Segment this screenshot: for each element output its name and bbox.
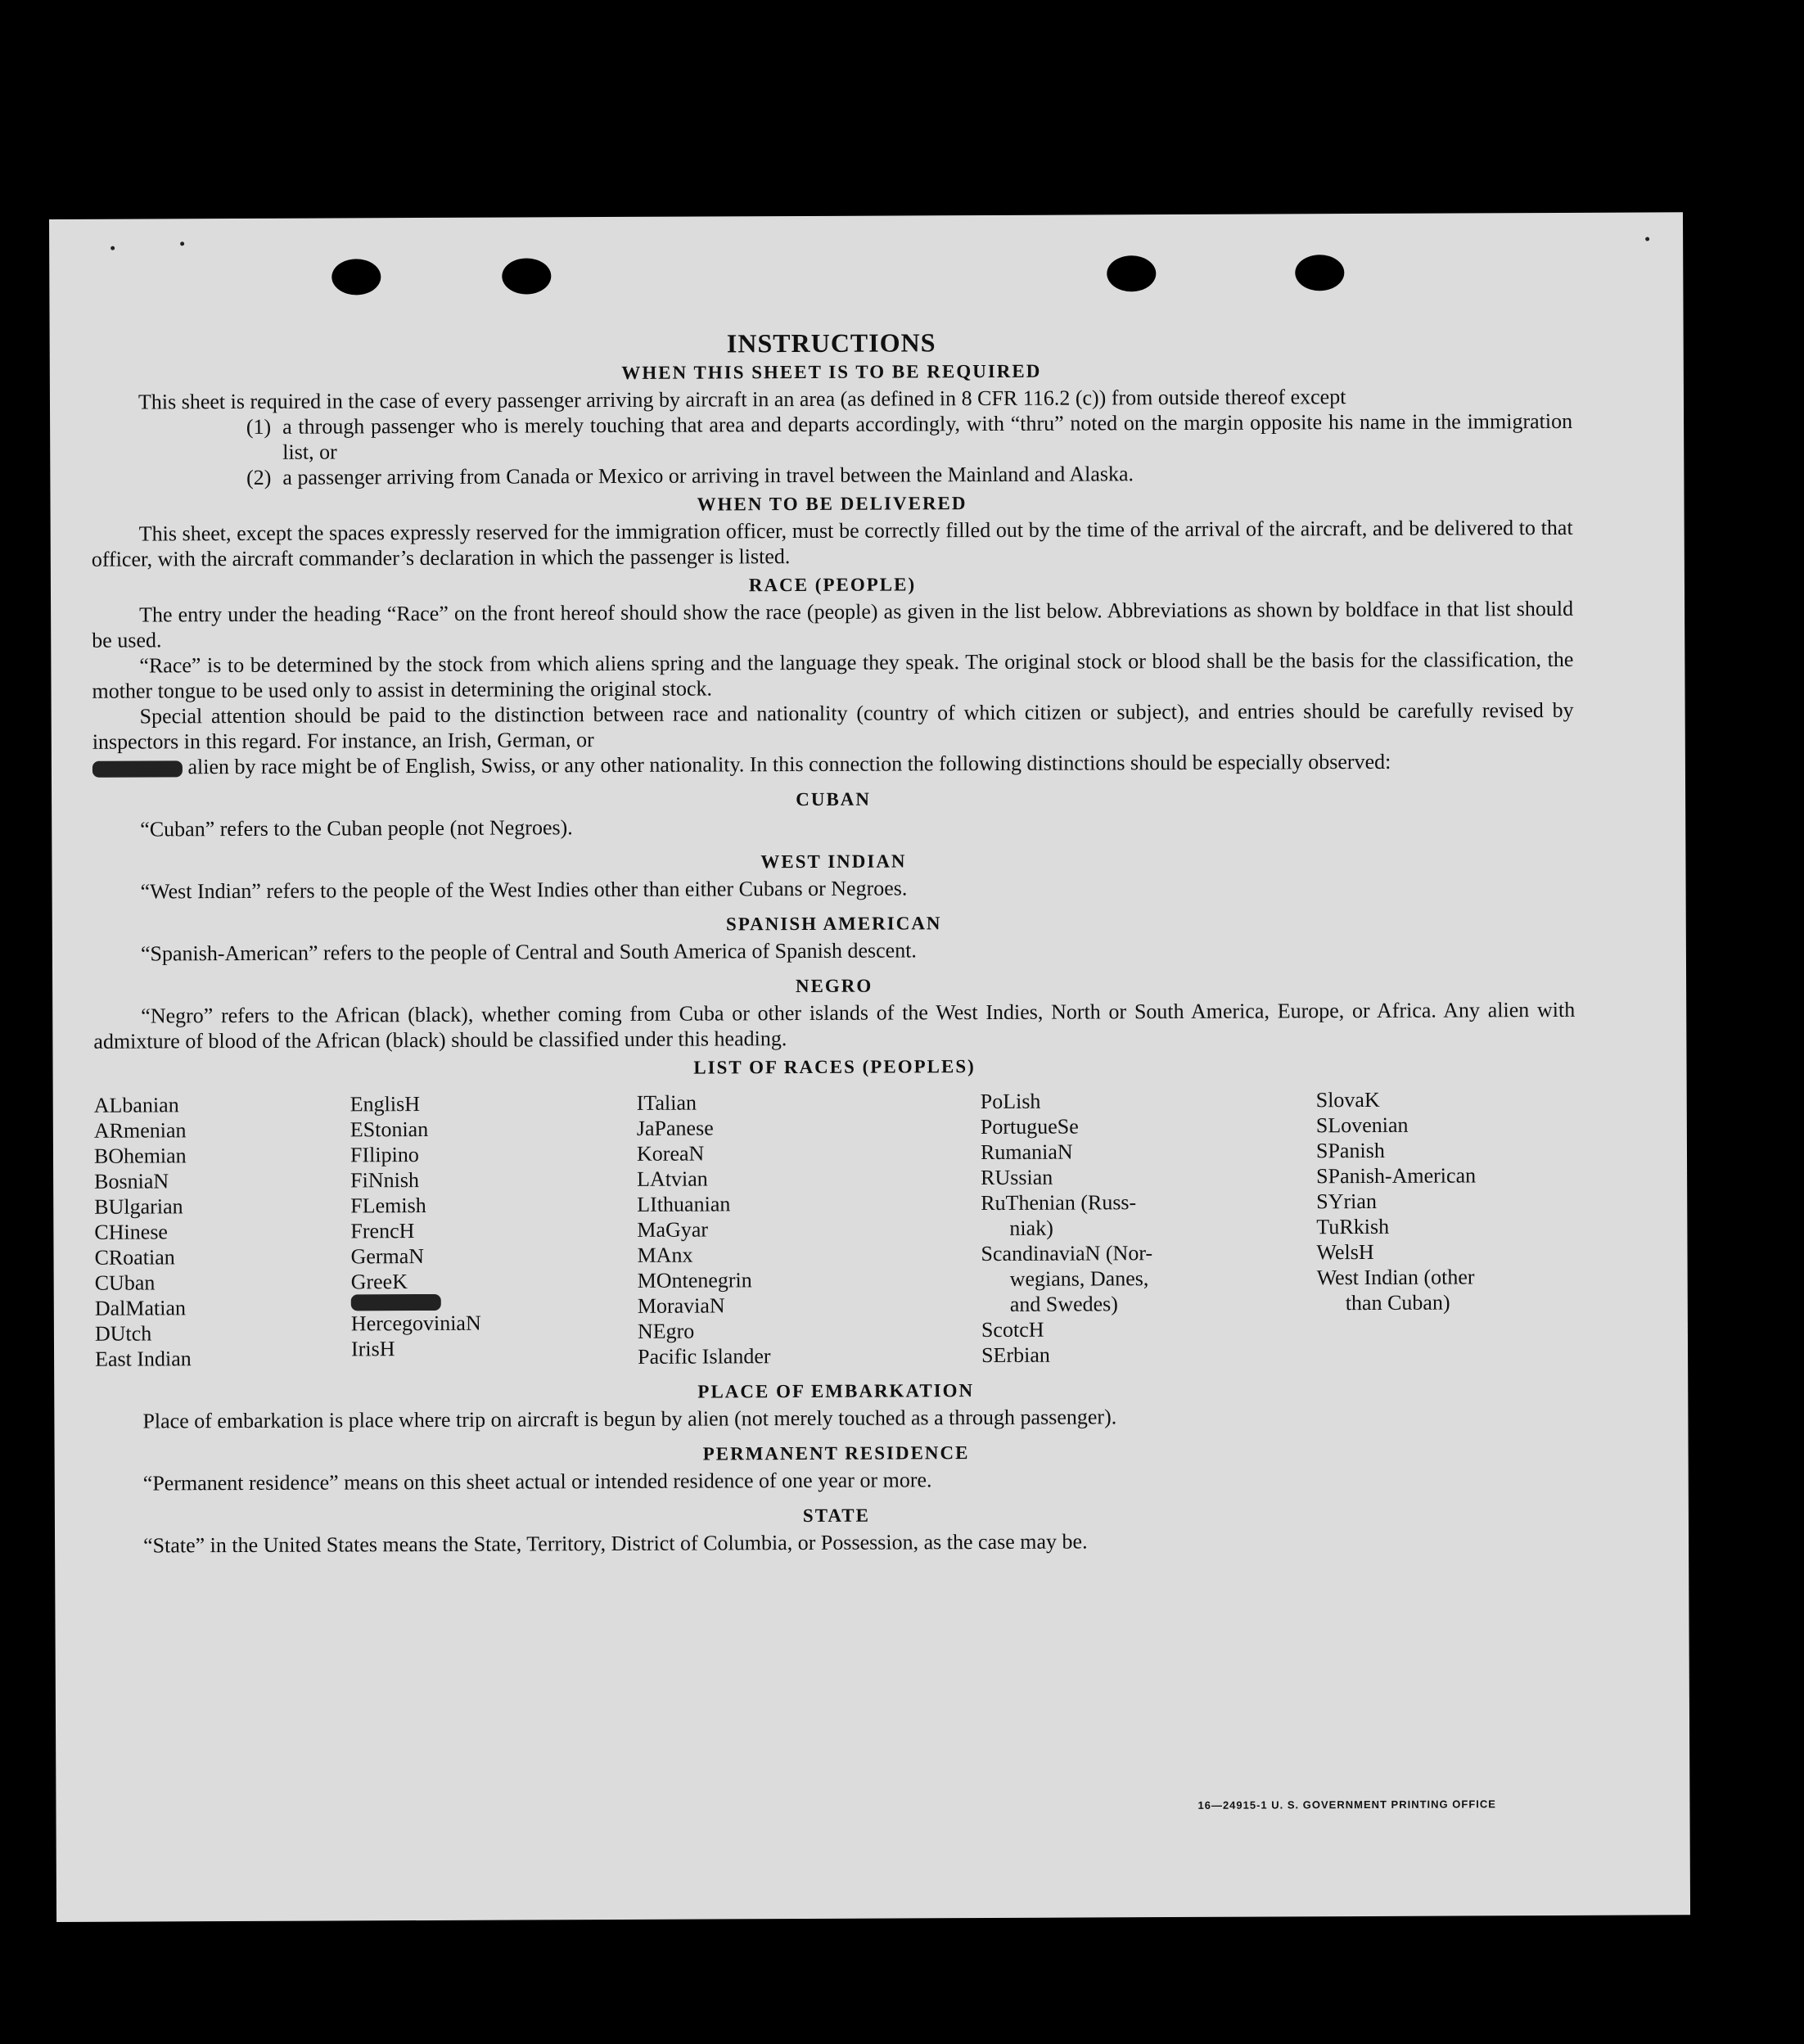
paragraph: Special attention should be paid to the distinction between race and nationality (country of which citizen or subject), and entries should be carefully revised by inspectors in this regard. For instance, an Irish, German, or	[92, 697, 1574, 754]
race-item: GermaN	[350, 1244, 425, 1269]
paragraph: “State” in the United States means the State, Territory, District of Columbia, or Possession, as the case may be.	[143, 1529, 1088, 1558]
section-heading: WHEN THIS SHEET IS TO BE REQUIRED	[621, 360, 1042, 383]
section-heading: WEST INDIAN	[760, 851, 907, 873]
section-heading: NEGRO	[795, 975, 873, 997]
race-item: SPanish-American	[1316, 1163, 1477, 1189]
race-item: East Indian	[95, 1347, 192, 1371]
punch-hole	[331, 259, 381, 295]
paragraph: alien by race might be of English, Swiss, or any other nationality. In this connection the following distinctions should be especially observed:	[187, 749, 1391, 779]
document-sheet	[49, 212, 1690, 1922]
instructions-content	[91, 327, 1578, 1559]
race-item-redacted	[351, 1293, 638, 1311]
race-item: MAnx	[637, 1243, 693, 1267]
race-item: NEgro	[637, 1319, 695, 1343]
list-text: a passenger arriving from Canada or Mexico or arriving in travel between the Mainland and Alaska.	[282, 462, 1134, 490]
list-text: a through passenger who is merely touching that area and departs accordingly, with “thru” noted on the margin opposite his name in the immigration list, or	[282, 408, 1573, 464]
paper-speck	[180, 241, 184, 246]
race-column	[1316, 1086, 1576, 1366]
race-item: SYrian	[1316, 1189, 1377, 1214]
race-item: West Indian (other	[1316, 1265, 1475, 1290]
paper-speck	[110, 246, 115, 250]
race-item: FIlipino	[350, 1143, 419, 1167]
paragraph: The entry under the heading “Race” on the front hereof should show the race (people) as given in the list below. Abbreviations as shown by boldface in that list should be used.	[92, 596, 1574, 652]
redaction-mark	[351, 1294, 441, 1311]
race-item: ARmenian	[93, 1118, 187, 1143]
race-item: SLovenian	[1315, 1112, 1409, 1138]
race-item: RUssian	[981, 1165, 1053, 1190]
race-item: RuThenian (Russ-	[981, 1190, 1137, 1216]
race-item: EnglisH	[350, 1092, 421, 1117]
section-heading: CUBAN	[796, 788, 872, 810]
race-item-continued: niak)	[1009, 1216, 1053, 1240]
race-column	[637, 1089, 981, 1369]
race-item: SErbian	[981, 1342, 1050, 1368]
paragraph: “Race” is to be determined by the stock from which aliens spring and the language they speak. The original stock or blood shall be the basis for the classification, the mother tongue to be used only to assist in determining the original stock.	[92, 647, 1574, 703]
race-item: PoLish	[980, 1089, 1041, 1114]
paper-speck	[1645, 237, 1649, 241]
race-item: PortugueSe	[980, 1114, 1079, 1139]
section-heading: STATE	[802, 1505, 870, 1526]
race-item: CUban	[94, 1270, 156, 1295]
race-item: TuRkish	[1316, 1214, 1390, 1239]
punch-hole	[1295, 255, 1344, 291]
race-column	[981, 1087, 1317, 1368]
race-item: IrisH	[350, 1337, 395, 1361]
section-heading: WHEN TO BE DELIVERED	[697, 493, 967, 515]
race-item: WelsH	[1316, 1239, 1374, 1265]
punch-hole	[1107, 255, 1156, 291]
list-item	[91, 408, 1572, 466]
race-item: ScandinaviaN (Nor-	[981, 1241, 1153, 1266]
race-list	[94, 1086, 1576, 1372]
race-item: FiNnish	[350, 1168, 420, 1193]
race-item: BOhemian	[93, 1144, 187, 1168]
redaction-mark	[92, 760, 183, 777]
paragraph: This sheet, except the spaces expressly reserved for the immigration officer, must be correctly filled out by the time of the arrival of the aircraft, and be delivered to that officer, with the aircraft commander’s declaration in which the passenger is listed.	[91, 515, 1573, 571]
race-item: RumaniaN	[980, 1139, 1073, 1165]
paragraph: Place of embarkation is place where trip on aircraft is begun by alien (not merely touched as a through passenger).	[142, 1405, 1117, 1433]
race-item: MOntenegrin	[637, 1268, 752, 1293]
race-item: MoraviaN	[637, 1293, 725, 1318]
section-heading: LIST OF RACES (PEOPLES)	[693, 1056, 976, 1078]
paragraph: “Permanent residence” means on this sheet actual or intended residence of one year or more.	[142, 1468, 932, 1496]
race-item: LIthuanian	[637, 1192, 731, 1216]
race-item: MaGyar	[637, 1217, 709, 1242]
paragraph: “West Indian” refers to the people of the West Indies other than either Cubans or Negroes.	[140, 876, 908, 904]
race-item: ALbanian	[93, 1093, 179, 1117]
paragraph: “Negro” refers to the African (black), whether coming from Cuba or other islands of the West Indies, North or South America, Europe, or Africa. Any alien with admixture of blood of the African (black) should be classified under this heading.	[93, 997, 1576, 1054]
race-item: CHinese	[94, 1220, 169, 1244]
race-item-continued: and Swedes)	[1009, 1292, 1118, 1316]
race-item: LAtvian	[637, 1166, 708, 1191]
list-number: (2)	[246, 465, 272, 490]
race-item: BUlgarian	[94, 1194, 183, 1219]
page-title: INSTRUCTIONS	[726, 327, 936, 359]
race-item: SPanish	[1315, 1138, 1385, 1163]
race-item: DalMatian	[94, 1296, 187, 1320]
race-item: BosniaN	[94, 1169, 169, 1193]
paragraph: “Spanish-American” refers to the people of Central and South America of Spanish descent.	[140, 938, 917, 966]
section-heading: RACE (PEOPLE)	[748, 574, 917, 596]
race-item: Pacific Islander	[638, 1344, 771, 1369]
section-heading: SPANISH AMERICAN	[725, 913, 942, 935]
race-item: GreeK	[350, 1270, 408, 1294]
race-item: FrencH	[350, 1219, 415, 1243]
race-column	[350, 1090, 638, 1371]
list-number: (1)	[246, 414, 272, 439]
race-item: EStonian	[350, 1117, 429, 1142]
race-item: SlovaK	[1315, 1087, 1380, 1112]
paragraph: This sheet is required in the case of every passenger arriving by aircraft in an area (as defined in 8 CFR 116.2 (c)) from outside thereof except	[138, 385, 1346, 414]
race-column	[94, 1091, 351, 1371]
list-item	[91, 459, 1572, 491]
section-heading: PLACE OF EMBARKATION	[697, 1380, 975, 1402]
race-item: HercegoviniaN	[350, 1311, 481, 1336]
paragraph: “Cuban” refers to the Cuban people (not Negroes).	[140, 815, 573, 842]
race-item-continued: than Cuban)	[1345, 1290, 1450, 1315]
race-item-continued: wegians, Danes,	[1009, 1266, 1149, 1291]
race-item: FLemish	[350, 1193, 426, 1218]
section-heading: PERMANENT RESIDENCE	[702, 1442, 970, 1464]
race-item: ITalian	[636, 1090, 697, 1115]
printing-office-code: 16—24915-1 U. S. GOVERNMENT PRINTING OFFICE	[1197, 1798, 1496, 1812]
race-item: ScotcH	[981, 1317, 1044, 1342]
race-item: JaPanese	[636, 1116, 714, 1140]
punch-hole	[502, 258, 551, 294]
race-item: KoreaN	[636, 1141, 705, 1166]
race-item: DUtch	[94, 1321, 152, 1346]
paragraph-with-redaction	[92, 748, 1574, 780]
race-item: CRoatian	[94, 1245, 175, 1270]
